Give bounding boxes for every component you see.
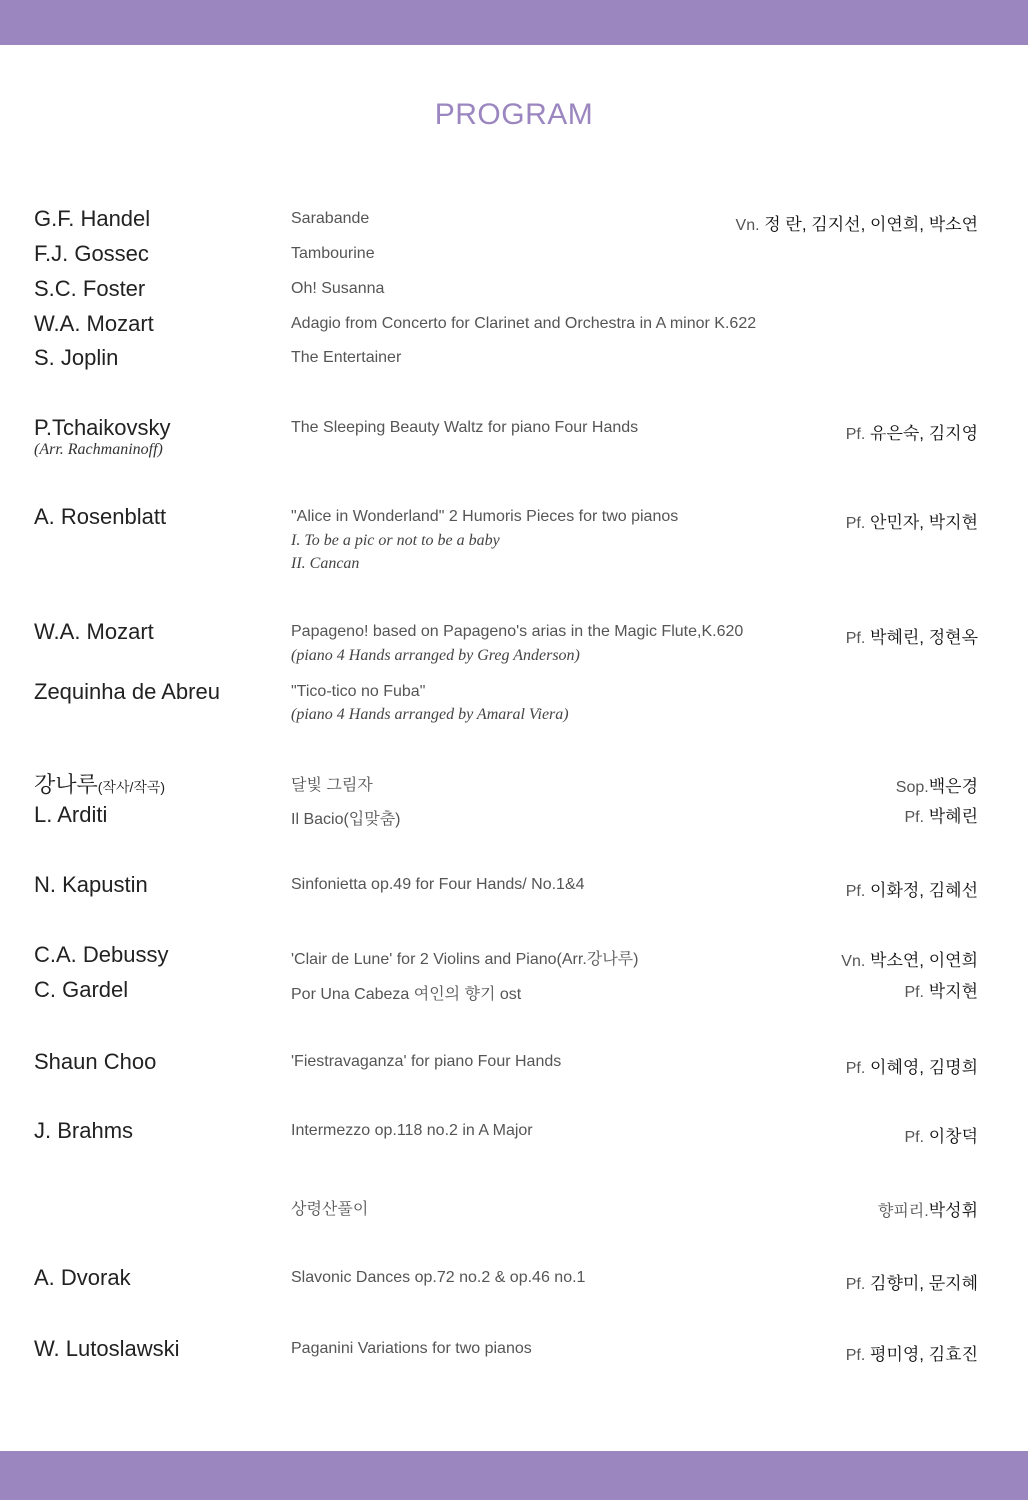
program-row [0, 241, 1028, 271]
work-title: Sinfonietta op.49 for Four Hands/ No.1&4 [291, 876, 585, 893]
performer-role: Vn. [841, 953, 866, 970]
program-row [0, 942, 1028, 972]
performers [846, 1340, 978, 1365]
program-row [0, 977, 1028, 1007]
performer-role: Vn. [735, 217, 760, 234]
work-title: 'Fiestravaganza' for piano Four Hands [291, 1053, 562, 1070]
program-row [0, 679, 1028, 731]
composer [34, 768, 165, 799]
performer-names: 이화정, 김혜선 [865, 881, 978, 900]
composer: S. Joplin [34, 345, 119, 370]
bottom-banner [0, 1451, 1028, 1500]
movement-note: I. To be a pic or not to be a baby [291, 532, 500, 549]
program-row [0, 619, 1028, 671]
performers [846, 623, 978, 648]
program-row [0, 768, 1028, 798]
composer: W.A. Mozart [34, 619, 154, 644]
arrangement-note: (Arr. Rachmaninoff) [34, 441, 163, 458]
performer-names: 박소연, 이연희 [865, 951, 978, 970]
performers [904, 802, 978, 827]
performer-names: 박혜린 [924, 807, 978, 826]
program-row [0, 1118, 1028, 1148]
composer-credit: (작사/작곡) [97, 779, 166, 795]
program-row [0, 345, 1028, 375]
program-row [0, 1192, 1028, 1222]
composer: A. Dvorak [34, 1265, 131, 1290]
program-row [0, 1265, 1028, 1295]
performer-names: 백은경 [928, 777, 978, 796]
performer-names: 박성휘 [928, 1201, 978, 1220]
composer: N. Kapustin [34, 872, 148, 897]
performers [846, 1053, 978, 1078]
work-title: Tambourine [291, 245, 375, 262]
movement-note: II. Cancan [291, 555, 360, 572]
work-title: "Tico-tico no Fuba" [291, 683, 426, 700]
work-title: Sarabande [291, 210, 370, 227]
performers [846, 419, 978, 444]
performer-role: Pf. [904, 984, 924, 1001]
performers [896, 772, 978, 797]
work-title: Por Una Cabeza 여인의 향기 ost [291, 986, 522, 1003]
performer-role: 향피리. [877, 1203, 929, 1220]
composer: F.J. Gossec [34, 241, 149, 266]
program-row [0, 415, 1028, 465]
performers [846, 876, 978, 901]
work-title: Intermezzo op.118 no.2 in A Major [291, 1122, 533, 1139]
composer: W. Lutoslawski [34, 1336, 180, 1361]
performers [904, 1122, 978, 1147]
program-row [0, 206, 1028, 236]
performer-names: 안민자, 박지현 [865, 513, 978, 532]
performer-names: 정 란, 김지선, 이연희, 박소연 [759, 215, 978, 234]
program-row [0, 311, 1028, 341]
performer-role: Pf. [845, 1347, 866, 1364]
work-title: Papageno! based on Papageno's arias in the Magic Flute,K.620 [291, 623, 744, 640]
composer: G.F. Handel [34, 206, 151, 231]
performers [846, 508, 978, 533]
performer-role: Pf. [904, 1129, 924, 1146]
work-title: Slavonic Dances op.72 no.2 & op.46 no.1 [291, 1269, 586, 1286]
program-row [0, 276, 1028, 306]
performer-role: Pf. [845, 426, 866, 443]
work-title: Paganini Variations for two pianos [291, 1340, 532, 1357]
performer-names: 박지현 [924, 982, 978, 1001]
composer: C. Gardel [34, 977, 129, 1002]
composer: P.Tchaikovsky [34, 415, 171, 440]
composer: C.A. Debussy [34, 942, 169, 967]
performer-names: 이혜영, 김명희 [865, 1058, 978, 1077]
arrangement-note: (piano 4 Hands arranged by Amaral Viera) [291, 706, 569, 723]
performer-names: 김향미, 문지혜 [865, 1274, 978, 1293]
performer-names: 평미영, 김효진 [865, 1345, 978, 1364]
work-title: 상령산풀이 [291, 1201, 369, 1218]
composer: S.C. Foster [34, 276, 146, 301]
performers [878, 1196, 978, 1221]
performers [846, 1269, 978, 1294]
work-title: 'Clair de Lune' for 2 Violins and Piano(Arr.강나루) [291, 951, 639, 968]
arrangement-note: (piano 4 Hands arranged by Greg Anderson) [291, 647, 580, 664]
top-banner [0, 0, 1028, 45]
work-title: Oh! Susanna [291, 280, 385, 297]
performers [904, 977, 978, 1002]
work-title: The Entertainer [291, 349, 402, 366]
composer-name: 강나루 [34, 772, 98, 797]
composer: Zequinha de Abreu [34, 679, 220, 704]
performer-role: Pf. [845, 630, 866, 647]
performer-names: 박혜린, 정현옥 [865, 628, 978, 647]
composer: A. Rosenblatt [34, 504, 167, 529]
performer-role: Pf. [845, 1060, 866, 1077]
composer: J. Brahms [34, 1118, 134, 1143]
work-title: The Sleeping Beauty Waltz for piano Four Hands [291, 419, 639, 436]
work-title: Il Bacio(입맞춤) [291, 811, 401, 828]
composer: Shaun Choo [34, 1049, 157, 1074]
performer-role: Sop. [895, 779, 929, 796]
performer-names: 이창덕 [924, 1127, 978, 1146]
work-title: 달빛 그림자 [291, 777, 373, 794]
page-title: PROGRAM [434, 98, 594, 131]
performer-role: Pf. [845, 883, 866, 900]
composer: L. Arditi [34, 802, 108, 827]
performers [736, 210, 978, 235]
composer: W.A. Mozart [34, 311, 154, 336]
program-row [0, 802, 1028, 832]
performer-role: Pf. [845, 515, 866, 532]
work-title: Adagio from Concerto for Clarinet and Orchestra in A minor K.622 [291, 315, 757, 332]
program-row [0, 872, 1028, 902]
program-row [0, 1336, 1028, 1366]
program-row [0, 504, 1028, 579]
performer-role: Pf. [845, 1276, 866, 1293]
work-title: "Alice in Wonderland" 2 Humoris Pieces for two pianos [291, 508, 679, 525]
performer-role: Pf. [904, 809, 924, 826]
performers [841, 946, 978, 971]
performer-names: 유은숙, 김지영 [865, 424, 978, 443]
program-row [0, 1049, 1028, 1079]
